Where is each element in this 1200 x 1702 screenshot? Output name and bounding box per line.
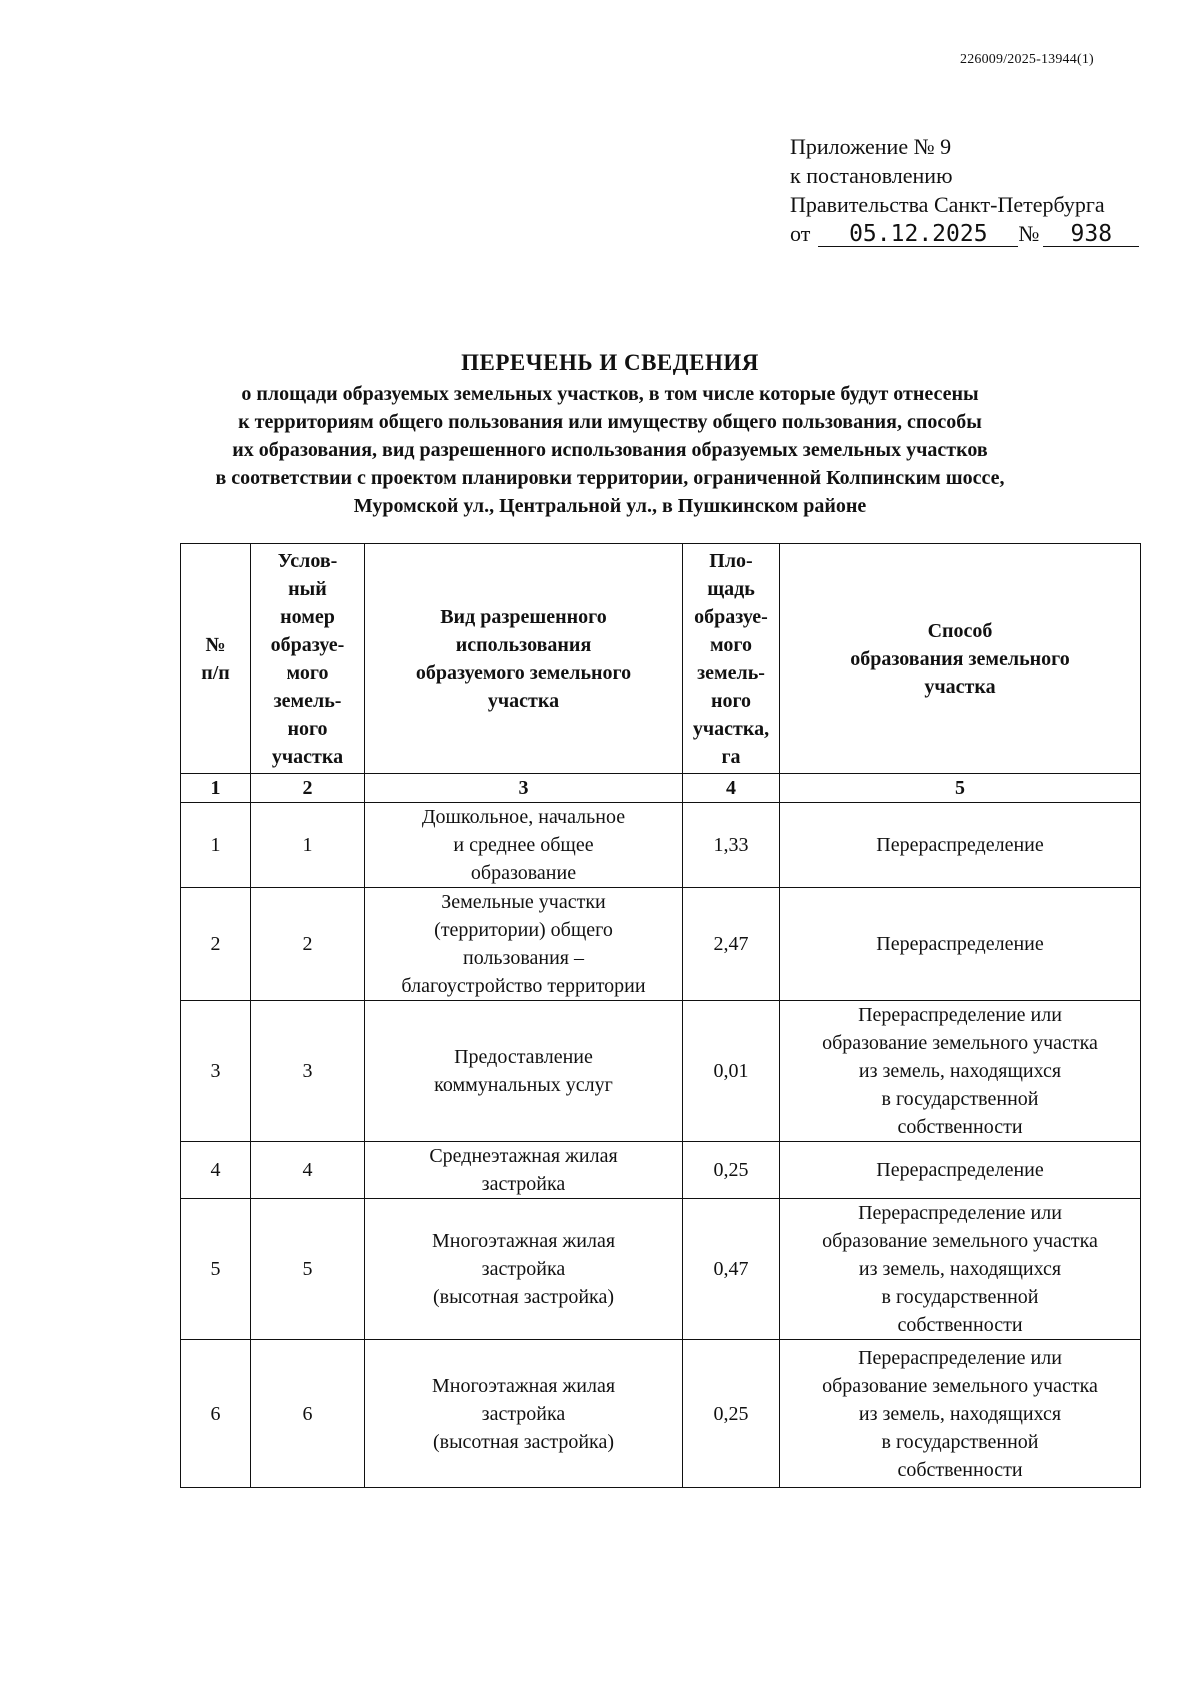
cell-text-line: участка	[924, 675, 996, 698]
cell-text-line: из земель, находящихся	[858, 1258, 1062, 1280]
number-label: №	[1018, 221, 1040, 246]
permitted-use-cell	[365, 888, 683, 1001]
cell-text-line: мого	[286, 661, 329, 684]
cell-text-line: в государственной	[881, 1088, 1039, 1110]
cell-text-line: собственности	[897, 1314, 1023, 1336]
title-heading: ПЕРЕЧЕНЬ И СВЕДЕНИЯ	[461, 350, 759, 375]
cell-text-line: застройка	[481, 1173, 566, 1195]
cell-text-line: образуе-	[694, 605, 768, 628]
cell-text-line: в государственной	[881, 1430, 1039, 1453]
cell-text-line: пользования –	[463, 947, 584, 969]
cell-text-line: №	[205, 633, 226, 656]
cell-text-line: (высотная застройка)	[433, 1430, 614, 1453]
permitted-use-cell	[365, 1340, 683, 1488]
area-cell: 0,01	[683, 1001, 780, 1142]
cell-text-line: и среднее общее	[453, 834, 594, 856]
appendix-block	[790, 132, 1139, 248]
column-number: 5	[780, 774, 1141, 803]
cell-text-line: Предоставление	[454, 1046, 593, 1068]
cell-text-line: ного	[710, 689, 752, 712]
cell-text-line: Перераспределение или	[858, 1004, 1062, 1026]
cell-text-line: Многоэтажная жилая	[431, 1230, 616, 1252]
conditional-number-cell: 6	[251, 1340, 365, 1488]
table-row	[181, 1199, 1141, 1340]
header-cell-formation-method	[780, 544, 1141, 774]
formation-method-cell	[780, 1340, 1141, 1488]
cell-text-line: образование земельного участка	[822, 1032, 1098, 1054]
row-number-cell: 1	[181, 803, 251, 888]
cell-text-line: коммунальных услуг	[434, 1074, 613, 1096]
header-cell-area	[683, 544, 780, 774]
formation-method-cell	[780, 1001, 1141, 1142]
permitted-use-cell	[365, 803, 683, 888]
table-row	[181, 803, 1141, 888]
conditional-number-cell: 3	[251, 1001, 365, 1142]
column-number-row	[181, 774, 1141, 803]
cell-text-line: Способ	[927, 619, 993, 642]
document-number: 226009/2025-13944(1)	[960, 52, 1094, 67]
column-number: 2	[251, 774, 365, 803]
column-number: 4	[683, 774, 780, 803]
row-number-cell: 5	[181, 1199, 251, 1340]
area-cell: 0,47	[683, 1199, 780, 1340]
title-line: Муромской ул., Центральной ул., в Пушкинском районе	[353, 495, 867, 517]
cell-text-line: участка,	[692, 717, 770, 740]
land-plots-table	[180, 543, 1141, 1488]
appendix-line: Приложение № 9	[790, 134, 952, 159]
cell-text-line: Перераспределение	[876, 834, 1044, 856]
cell-text-line: образуемого земельного	[415, 661, 632, 684]
title-line: в соответствии с проектом планировки территории, ограниченной Колпинским шоссе,	[215, 467, 1005, 489]
cell-text-line: щадь	[707, 577, 755, 600]
cell-text-line: Земельные участки	[441, 891, 606, 913]
formation-method-cell	[780, 803, 1141, 888]
title-line: к территориям общего пользования или имуществу общего пользования, способы	[238, 411, 982, 433]
cell-text-line: Перераспределение	[876, 1159, 1044, 1181]
cell-text-line: (высотная застройка)	[433, 1286, 614, 1308]
cell-text-line: благоустройство территории	[401, 975, 646, 997]
from-label: от	[790, 221, 811, 246]
row-number-cell: 6	[181, 1340, 251, 1488]
cell-text-line: га	[721, 745, 741, 768]
cell-text-line: образования земельного	[850, 647, 1070, 670]
cell-text-line: собственности	[897, 1116, 1023, 1138]
cell-text-line: образование	[470, 862, 577, 884]
cell-text-line: земель-	[273, 689, 342, 712]
cell-text-line: п/п	[201, 661, 230, 684]
resolution-number: 938	[1043, 222, 1139, 247]
cell-text-line: Услов-	[277, 549, 338, 572]
cell-text-line: собственности	[897, 1458, 1023, 1481]
conditional-number-cell: 4	[251, 1142, 365, 1199]
cell-text-line: в государственной	[881, 1286, 1039, 1308]
cell-text-line: номер	[280, 605, 335, 628]
cell-text-line: образование земельного участка	[822, 1374, 1098, 1397]
cell-text-line: участка	[487, 689, 560, 712]
cell-text-line: застройка	[481, 1258, 566, 1280]
appendix-date-line	[790, 219, 1139, 248]
cell-text-line: Перераспределение или	[858, 1346, 1062, 1369]
table-row	[181, 1142, 1141, 1199]
cell-text-line: образование земельного участка	[822, 1230, 1098, 1252]
header-cell-permitted-use	[365, 544, 683, 774]
document-title	[150, 350, 1070, 520]
permitted-use-cell	[365, 1142, 683, 1199]
row-number-cell: 3	[181, 1001, 251, 1142]
formation-method-cell	[780, 888, 1141, 1001]
appendix-line: к постановлению	[790, 163, 953, 188]
column-number: 1	[181, 774, 251, 803]
row-number-cell: 2	[181, 888, 251, 1001]
cell-text-line: из земель, находящихся	[858, 1402, 1062, 1425]
cell-text-line: ного	[287, 717, 328, 740]
conditional-number-cell: 2	[251, 888, 365, 1001]
column-number: 3	[365, 774, 683, 803]
cell-text-line: Вид разрешенного	[440, 605, 607, 628]
title-line: их образования, вид разрешенного использования образуемых земельных участков	[232, 439, 988, 461]
area-cell: 2,47	[683, 888, 780, 1001]
cell-text-line: земель-	[697, 661, 765, 684]
header-cell-number	[181, 544, 251, 774]
area-cell: 0,25	[683, 1340, 780, 1488]
table-row	[181, 888, 1141, 1001]
cell-text-line: Пло-	[709, 549, 753, 572]
formation-method-cell	[780, 1142, 1141, 1199]
cell-text-line: Среднеэтажная жилая	[429, 1145, 618, 1167]
cell-text-line: образуе-	[270, 633, 345, 656]
resolution-date: 05.12.2025	[818, 222, 1018, 247]
table-header-row	[181, 544, 1141, 774]
permitted-use-cell	[365, 1199, 683, 1340]
cell-text-line: ный	[288, 577, 327, 600]
table-row	[181, 1340, 1141, 1488]
cell-text-line: Многоэтажная жилая	[431, 1374, 616, 1397]
cell-text-line: из земель, находящихся	[858, 1060, 1062, 1082]
cell-text-line: (территории) общего	[434, 919, 613, 941]
table-row	[181, 1001, 1141, 1142]
cell-text-line: участка	[271, 745, 344, 768]
row-number-cell: 4	[181, 1142, 251, 1199]
cell-text-line: Перераспределение или	[858, 1202, 1062, 1224]
cell-text-line: застройка	[481, 1402, 566, 1425]
cell-text-line: использования	[455, 633, 592, 656]
cell-text-line: мого	[710, 633, 752, 656]
area-cell: 1,33	[683, 803, 780, 888]
cell-text-line: Дошкольное, начальное	[421, 806, 626, 828]
formation-method-cell	[780, 1199, 1141, 1340]
area-cell: 0,25	[683, 1142, 780, 1199]
permitted-use-cell	[365, 1001, 683, 1142]
cell-text-line: Перераспределение	[876, 933, 1044, 955]
conditional-number-cell: 5	[251, 1199, 365, 1340]
title-line: о площади образуемых земельных участков, в том числе которые будут отнесены	[241, 383, 979, 405]
conditional-number-cell: 1	[251, 803, 365, 888]
header-cell-conditional-number	[251, 544, 365, 774]
appendix-line: Правительства Санкт-Петербурга	[790, 192, 1105, 217]
